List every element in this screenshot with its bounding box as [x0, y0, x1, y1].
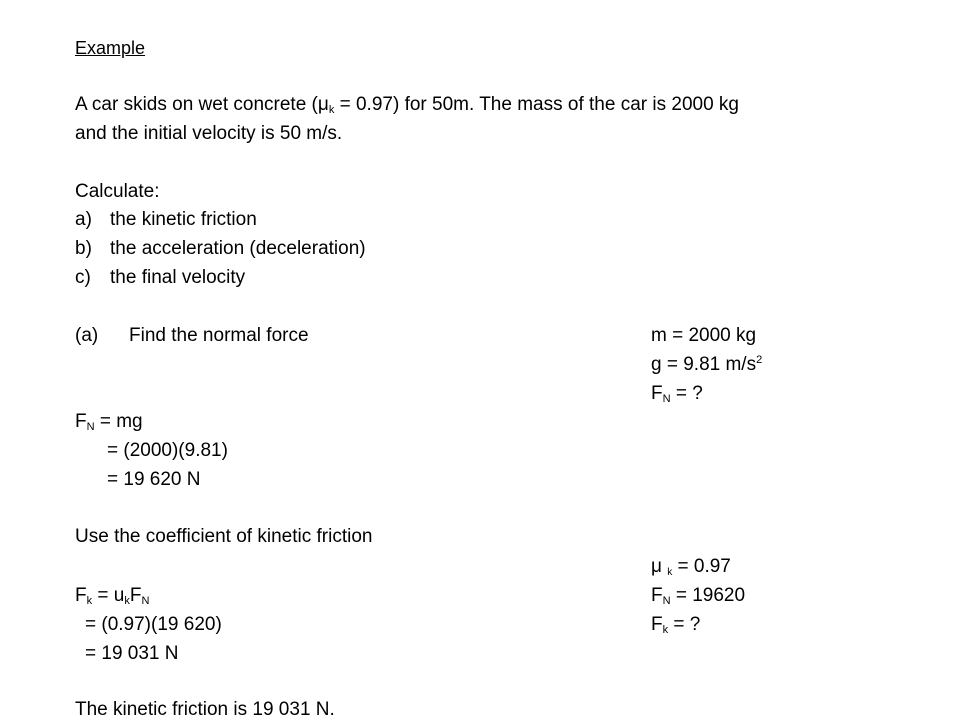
given-fn-value [651, 584, 745, 608]
fk-symbol: F [75, 585, 87, 606]
normal-force-eq-3: = 19 620 N [107, 469, 201, 490]
kinetic-friction-eq-2: = (0.97)(19 620) [85, 614, 222, 635]
normal-force-eq-2: = (2000)(9.81) [107, 440, 228, 461]
calc-item-c-text: the final velocity [110, 267, 246, 288]
uk-subscript: k [124, 595, 130, 607]
fn-subscript: N [662, 595, 671, 607]
calc-item-b-text: the acceleration (deceleration) [110, 238, 366, 259]
fn-symbol: F [75, 411, 87, 432]
given-mu [651, 555, 731, 579]
calc-item-a-text: the kinetic friction [110, 209, 257, 230]
calculate-heading: Calculate: [75, 181, 160, 202]
problem-text: = 0.97) for 50m. The mass of the car is 2000 kg [334, 94, 739, 115]
gravity-text: g = 9.81 m/s [651, 354, 757, 375]
kinetic-friction-eq-1 [75, 584, 149, 608]
fn-subscript: N [86, 421, 95, 433]
mu-value: = 0.97 [672, 556, 731, 577]
part-a-marker: (a) [75, 325, 99, 346]
problem-line-1 [75, 93, 739, 117]
part-a-text: Find the normal force [129, 325, 309, 346]
given-fk [651, 613, 700, 637]
problem-line-2: and the initial velocity is 50 m/s. [75, 123, 343, 144]
fk-value: = ? [668, 614, 701, 635]
example-title: Example [75, 38, 146, 58]
gravity-exponent: 2 [756, 354, 763, 366]
given-normal-force [651, 382, 703, 406]
kinetic-friction-eq-3: = 19 031 N [85, 643, 179, 664]
calc-item-a-marker: a) [75, 209, 92, 230]
fn-subscript: N [141, 595, 150, 607]
fn-value: = 19620 [670, 585, 746, 606]
conclusion-line: The kinetic friction is 19 031 N. [75, 699, 335, 720]
fn-subscript: N [662, 393, 671, 405]
fn-symbol: F [651, 585, 663, 606]
fn-symbol: F [129, 585, 142, 606]
calc-item-c-marker: c) [75, 267, 91, 288]
given-mass: m = 2000 kg [651, 325, 757, 346]
mu-subscript: k [667, 567, 673, 578]
fk-subscript: k [86, 595, 93, 607]
given-gravity [651, 353, 762, 377]
fn-value: = ? [670, 383, 703, 404]
mu-subscript: k [328, 104, 335, 116]
fk-symbol: F [651, 614, 663, 635]
problem-text: A car skids on wet concrete (μ [75, 94, 329, 115]
normal-force-eq-1 [75, 410, 143, 434]
eq-text: = u [92, 585, 125, 606]
fk-subscript: k [662, 624, 669, 636]
mu-symbol: μ [651, 556, 668, 577]
calc-item-b-marker: b) [75, 238, 92, 259]
fn-symbol: F [651, 383, 663, 404]
use-coefficient-line: Use the coefficient of kinetic friction [75, 526, 373, 547]
eq-text: = mg [94, 411, 143, 432]
